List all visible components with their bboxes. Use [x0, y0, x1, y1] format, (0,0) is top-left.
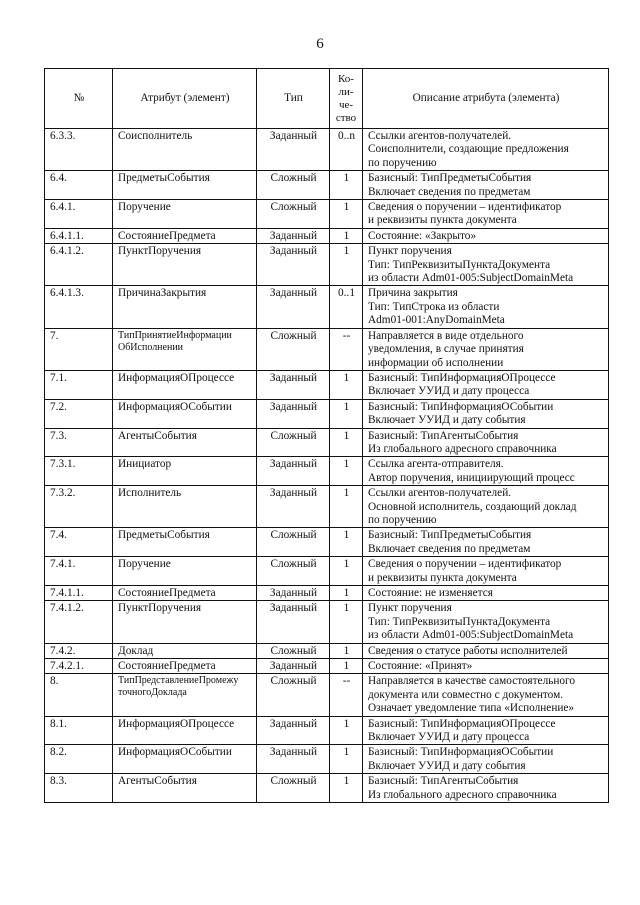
cell-description: Базисный: ТипПредметыСобытия Включает сведения по предметам: [363, 171, 609, 200]
cell-type: Заданный: [257, 659, 330, 674]
table-row: [45, 586, 609, 601]
table-row: [45, 486, 609, 528]
cell-number: 7.4.: [45, 528, 113, 557]
cell-quantity: 0..1: [330, 286, 363, 328]
cell-description: Сведения о поручении – идентификатор и реквизиты пункта документа: [363, 200, 609, 229]
cell-number: 7.4.2.1.: [45, 659, 113, 674]
cell-type: Сложный: [257, 328, 330, 370]
cell-quantity: 1: [330, 586, 363, 601]
table-row: [45, 200, 609, 229]
cell-description: Пункт поручения Тип: ТипРеквизитыПунктаДокумента из области Adm01-005:SubjectDomainMeta: [363, 601, 609, 643]
cell-attribute: Доклад: [113, 643, 257, 658]
cell-type: Заданный: [257, 457, 330, 486]
cell-number: 6.4.1.1.: [45, 228, 113, 243]
cell-quantity: 1: [330, 643, 363, 658]
table-row: [45, 370, 609, 399]
page-number: 6: [316, 36, 324, 52]
cell-description: Ссылки агентов-получателей. Соисполнители, создающие предложения по поручению: [363, 129, 609, 171]
cell-type: Заданный: [257, 586, 330, 601]
table-row: [45, 674, 609, 716]
cell-number: 7.2.: [45, 399, 113, 428]
cell-quantity: 1: [330, 171, 363, 200]
cell-attribute: АгентыСобытия: [113, 428, 257, 457]
cell-type: Заданный: [257, 129, 330, 171]
cell-number: 7.4.2.: [45, 643, 113, 658]
cell-attribute: СостояниеПредмета: [113, 228, 257, 243]
cell-description: Причина закрытия Тип: ТипСтрока из области Adm01-001:AnyDomainMeta: [363, 286, 609, 328]
cell-type: Сложный: [257, 557, 330, 586]
cell-attribute: ТипПринятиеИнформации ОбИсполнении: [113, 328, 257, 370]
table-row: [45, 244, 609, 286]
cell-description: Сведения о статусе работы исполнителей: [363, 643, 609, 658]
cell-number: 8.1.: [45, 716, 113, 745]
cell-quantity: 0..n: [330, 129, 363, 171]
cell-quantity: 1: [330, 745, 363, 774]
table-row: [45, 328, 609, 370]
cell-quantity: 1: [330, 774, 363, 803]
cell-description: Ссылка агента-отправителя. Автор поручения, инициирующий процесс: [363, 457, 609, 486]
cell-type: Заданный: [257, 244, 330, 286]
cell-attribute: СостояниеПредмета: [113, 659, 257, 674]
cell-quantity: 1: [330, 399, 363, 428]
cell-type: Сложный: [257, 428, 330, 457]
table-row: [45, 528, 609, 557]
header-type: Тип: [257, 69, 330, 129]
cell-description: Состояние: не изменяется: [363, 586, 609, 601]
cell-number: 6.3.3.: [45, 129, 113, 171]
table-header-row: [45, 69, 609, 129]
table-row: [45, 457, 609, 486]
table-row: [45, 745, 609, 774]
cell-quantity: 1: [330, 659, 363, 674]
table-row: [45, 228, 609, 243]
cell-quantity: 1: [330, 457, 363, 486]
header-number: №: [45, 69, 113, 129]
cell-description: Базисный: ТипИнформацияОСобытии Включает УУИД и дату события: [363, 745, 609, 774]
cell-attribute: ПричинаЗакрытия: [113, 286, 257, 328]
cell-description: Базисный: ТипИнформацияОПроцессе Включает УУИД и дату процесса: [363, 370, 609, 399]
cell-attribute: ИнформацияОПроцессе: [113, 716, 257, 745]
cell-attribute: ИнформацияОСобытии: [113, 399, 257, 428]
cell-number: 7.3.1.: [45, 457, 113, 486]
table-body: [45, 129, 609, 803]
cell-description: Базисный: ТипИнформацияОПроцессе Включает УУИД и дату процесса: [363, 716, 609, 745]
cell-type: Сложный: [257, 528, 330, 557]
table-row: [45, 659, 609, 674]
table-row: [45, 557, 609, 586]
cell-quantity: 1: [330, 716, 363, 745]
cell-type: Заданный: [257, 486, 330, 528]
cell-description: Состояние: «Закрыто»: [363, 228, 609, 243]
attributes-table: [44, 68, 609, 803]
cell-quantity: 1: [330, 557, 363, 586]
cell-quantity: --: [330, 328, 363, 370]
table-row: [45, 774, 609, 803]
cell-description: Состояние: «Принят»: [363, 659, 609, 674]
cell-attribute: ПунктПоручения: [113, 601, 257, 643]
cell-attribute: ТипПредставлениеПромежу точногоДоклада: [113, 674, 257, 716]
cell-type: Сложный: [257, 171, 330, 200]
cell-quantity: 1: [330, 428, 363, 457]
cell-type: Заданный: [257, 399, 330, 428]
cell-description: Базисный: ТипАгентыСобытия Из глобального адресного справочника: [363, 774, 609, 803]
cell-attribute: Поручение: [113, 200, 257, 229]
table-row: [45, 129, 609, 171]
cell-quantity: 1: [330, 601, 363, 643]
cell-description: Пункт поручения Тип: ТипРеквизитыПунктаДокумента из области Adm01-005:SubjectDomainMeta: [363, 244, 609, 286]
cell-type: Заданный: [257, 745, 330, 774]
cell-description: Базисный: ТипПредметыСобытия Включает сведения по предметам: [363, 528, 609, 557]
cell-attribute: ПредметыСобытия: [113, 171, 257, 200]
cell-attribute: Соисполнитель: [113, 129, 257, 171]
table-row: [45, 171, 609, 200]
header-quantity: Ко- ли- че- ство: [330, 69, 363, 129]
cell-type: Сложный: [257, 200, 330, 229]
cell-description: Базисный: ТипИнформацияОСобытии Включает УУИД и дату события: [363, 399, 609, 428]
cell-attribute: ИнформацияОПроцессе: [113, 370, 257, 399]
cell-type: Заданный: [257, 228, 330, 243]
cell-quantity: 1: [330, 244, 363, 286]
cell-attribute: СостояниеПредмета: [113, 586, 257, 601]
cell-attribute: ИнформацияОСобытии: [113, 745, 257, 774]
cell-type: Заданный: [257, 716, 330, 745]
cell-quantity: 1: [330, 228, 363, 243]
cell-type: Сложный: [257, 774, 330, 803]
cell-quantity: --: [330, 674, 363, 716]
header-description: Описание атрибута (элемента): [363, 69, 609, 129]
cell-description: Направляется в виде отдельного уведомления, в случае принятия информации об исполнении: [363, 328, 609, 370]
cell-number: 7.1.: [45, 370, 113, 399]
cell-type: Сложный: [257, 643, 330, 658]
cell-quantity: 1: [330, 528, 363, 557]
cell-type: Сложный: [257, 674, 330, 716]
cell-number: 8.2.: [45, 745, 113, 774]
cell-attribute: Поручение: [113, 557, 257, 586]
table-row: [45, 601, 609, 643]
cell-type: Заданный: [257, 286, 330, 328]
cell-description: Базисный: ТипАгентыСобытия Из глобального адресного справочника: [363, 428, 609, 457]
cell-number: 7.4.1.2.: [45, 601, 113, 643]
cell-number: 6.4.1.3.: [45, 286, 113, 328]
table-row: [45, 286, 609, 328]
cell-number: 7.: [45, 328, 113, 370]
cell-quantity: 1: [330, 200, 363, 229]
cell-number: 7.3.: [45, 428, 113, 457]
cell-number: 7.4.1.: [45, 557, 113, 586]
cell-description: Направляется в качестве самостоятельного документа или совместно с документом. Означает уведомление типа «Исполнение»: [363, 674, 609, 716]
cell-number: 8.: [45, 674, 113, 716]
cell-type: Заданный: [257, 601, 330, 643]
cell-attribute: Инициатор: [113, 457, 257, 486]
cell-number: 6.4.1.: [45, 200, 113, 229]
cell-quantity: 1: [330, 486, 363, 528]
cell-attribute: ПунктПоручения: [113, 244, 257, 286]
header-attribute: Атрибут (элемент): [113, 69, 257, 129]
cell-quantity: 1: [330, 370, 363, 399]
cell-number: 6.4.1.2.: [45, 244, 113, 286]
table-row: [45, 399, 609, 428]
cell-attribute: ПредметыСобытия: [113, 528, 257, 557]
cell-number: 6.4.: [45, 171, 113, 200]
cell-description: Сведения о поручении – идентификатор и реквизиты пункта документа: [363, 557, 609, 586]
table-row: [45, 643, 609, 658]
cell-description: Ссылки агентов-получателей. Основной исполнитель, создающий доклад по поручению: [363, 486, 609, 528]
cell-attribute: Исполнитель: [113, 486, 257, 528]
cell-attribute: АгентыСобытия: [113, 774, 257, 803]
table-row: [45, 716, 609, 745]
cell-type: Заданный: [257, 370, 330, 399]
cell-number: 7.4.1.1.: [45, 586, 113, 601]
cell-number: 8.3.: [45, 774, 113, 803]
cell-number: 7.3.2.: [45, 486, 113, 528]
table-row: [45, 428, 609, 457]
